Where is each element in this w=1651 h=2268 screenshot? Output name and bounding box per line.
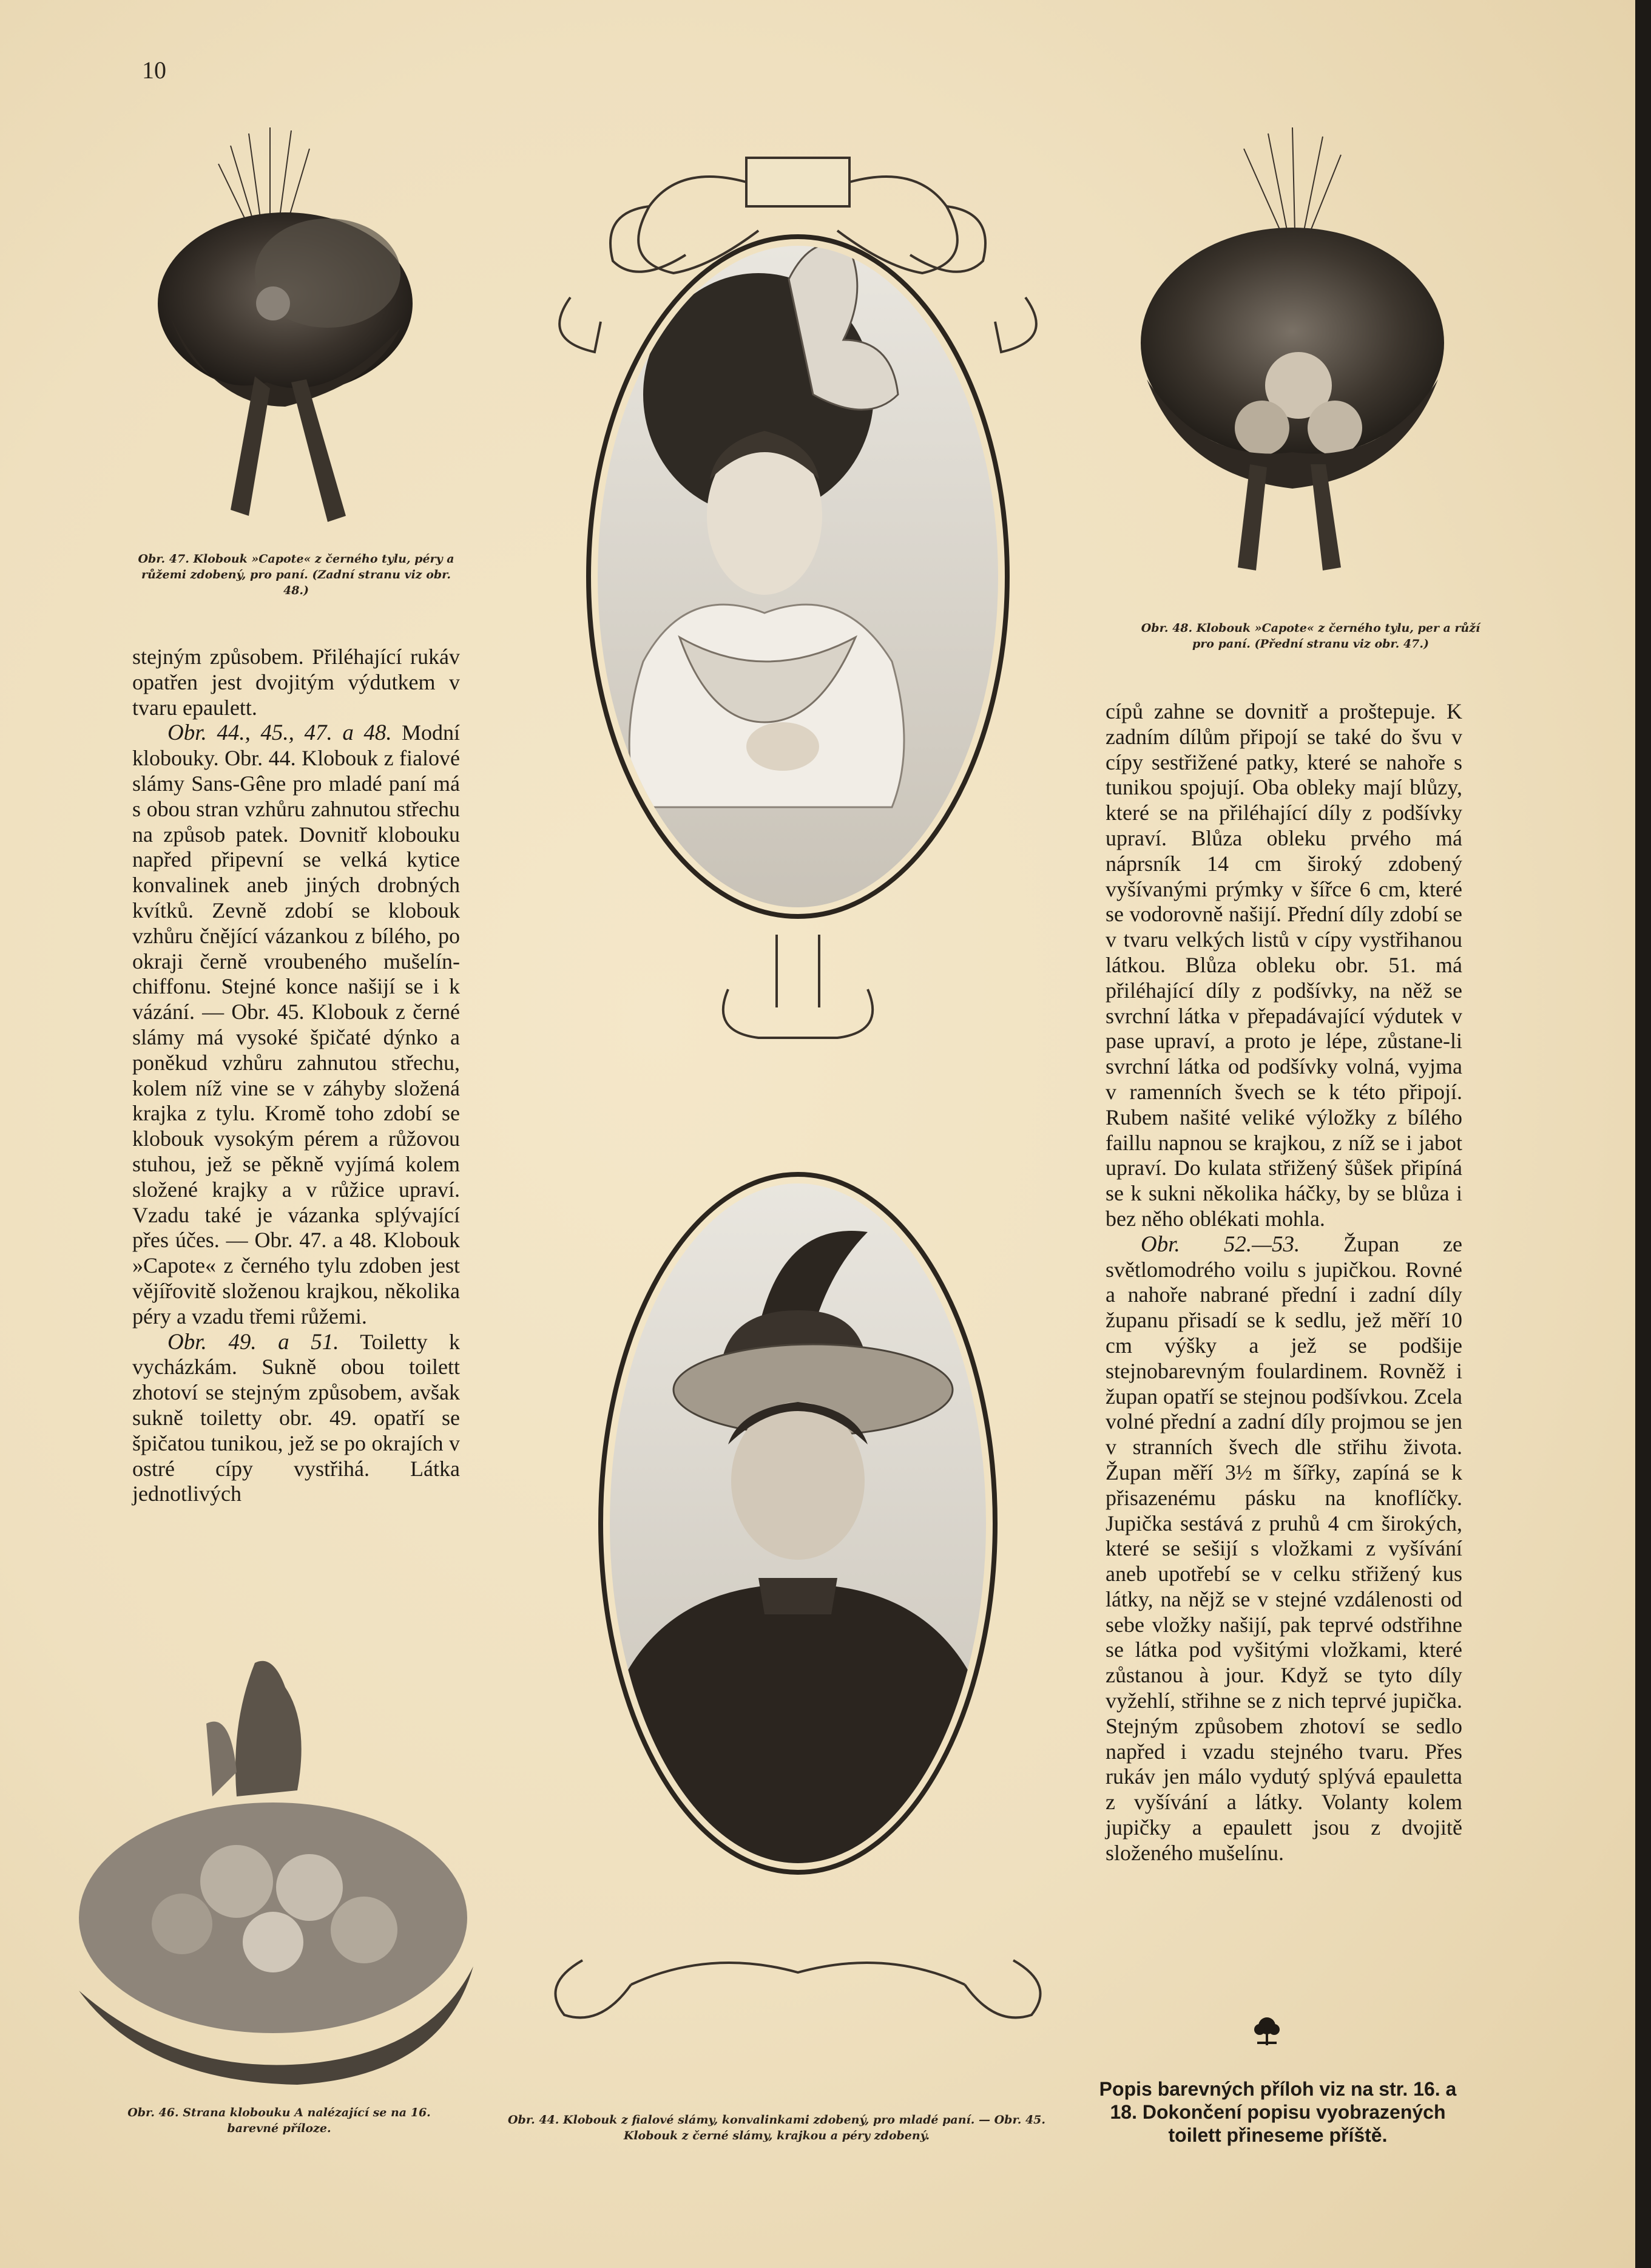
right-paragraph-1: cípů zahne se dovnitř a proštepuje. K zadním dílům připojí se také do švu v cípy sestřižené patky, které se nahoře s tunikou spojují. Oba obleky mají blůzy, které se na přiléhající díly z podšívky upraví. Blůza obleku prvého má náprsník 14 cm široký zdobený vyšívanými prýmky v šířce 6 cm, které se vodorovně našijí. Přední díly zdobí se v tvaru velkých listů v cípy vystřihanou látkou. Blůza obleku obr. 51. má přiléhající díly z podšívky, na něž se svrchní látka v přepadávající výdutek v pase upraví, a proto je lépe, zůstane-li svrchní látka od podšívky volná, vyjma v ramenních švech se k této připojí. Rubem našité veliké výložky z bílého faillu napnou se krajkou, z níž se i jabot upraví. Do kulata střižený šůšek připíná se k sukni několika háčky, by se blůza i bez něho oblékati mohla. xyxy=(1106,699,1462,1231)
right-figure-ref-1: Obr. 52.—53. xyxy=(1141,1231,1300,1257)
caption-fig44-45: Obr. 44. Klobouk z fialové slámy, konvalinkami zdobený, pro mladé paní. — Obr. 45. Klobouk z černé slámy, krajkou a péry zdobený. xyxy=(507,2113,1045,2142)
left-text-column xyxy=(132,645,460,1507)
supplement-notice: Popis barevných příloh viz na str. 16. a 18. Dokončení popisu vyobrazených toilett přineseme příště. xyxy=(1099,2078,1457,2146)
left-paragraph-3: Toiletty k vycházkám. Sukně obou toilett zhotoví se stejným způsobem, avšak sukně toiletty obr. 49. opatří se špičatou tunikou, jež se po okrajích v ostré cípy vystřihá. Látka jednotlivých xyxy=(132,1329,460,1506)
caption-fig46: Obr. 46. Strana klobouku A nalézající se na 16. barevné příloze. xyxy=(127,2106,431,2135)
left-paragraph-2: Modní klobouky. Obr. 44. Klobouk z fialové slámy Sans-Gêne pro mladé paní má s obou stran vzhůru zahnutou střechu na způsob patek. Dovnitř klobouku napřed připevní se velká kytice konvalinek aneb jiných drobných kvítků. Zevně zdobí se klobouk vzhůru čnějící vázankou z bílého, po okraji černě vroubeného mušelín-chiffonu. Stejné konce našijí se i k vázání. — Obr. 45. Klobouk z černé slámy má vysoké špičaté dýnko a poněkud vzhůru zahnutou střechu, kolem níž vine se v záhyby složená krajka z tylu. Kromě toho zdobí se klobouk vysokým pérem a růžovou stuhou, jež se pěkně vyjímá kolem složené krajky a v růžice upraví. Vzadu také je vázanka splývající přes účes. — Obr. 47. a 48. Klobouk »Capote« z černého tylu zdoben jest vějířovitě složenou krajkou, několika péry a vzadu třemi růžemi. xyxy=(132,720,460,1329)
right-text-column xyxy=(1106,699,1462,1866)
right-paragraph-2: Župan ze světlomodrého voilu s jupičkou. Rovné a nahoře nabrané přední i zadní díly županu přisadí se k sedlu, jež měří 10 cm výšky a jež se podšije stejnobarevným foulardinem. Rovněž i župan opatří se stejnou podšívkou. Zcela volné přední a zadní díly projmou se jen v stranních švech dle střihu života. Župan měří 3½ m šířky, zapíná se k přisazenému pásku na knoflíčky. Jupička sestává z pruhů 4 cm širokých, které se sešijí s vložkami z vyšívání aneb upotřebí se v celku střižený kus látky, na nějž se v stejné vzdálenosti od sebe vložky našijí, pak teprvé odstřihne se látka pod vyšitými vložkami, které zůstanou à jour. Když se tyto díly vyžehlí, střihne se z nich teprvé jupička. Stejným způsobem zhotoví se sedlo napřed i vzadu stejného tvaru. Přes rukáv jen málo vydutý splývá epauletta z vyšívání a látky. Volanty kolem jupičky a epaulett jsou z dvojitě složeného mušelínu. xyxy=(1106,1231,1463,1865)
caption-fig48: Obr. 48. Klobouk »Capote« z černého tylu, per a růží pro paní. (Přední stranu viz obr. 47.) xyxy=(1141,621,1480,651)
hat-illustration-fig47 xyxy=(146,121,485,540)
portrait-frame xyxy=(528,140,1068,2033)
hat-illustration-fig48 xyxy=(1110,124,1474,586)
flower-ornament-icon xyxy=(1249,2015,1285,2046)
left-figure-ref-1: Obr. 44., 45., 47. a 48. xyxy=(167,720,392,746)
hat-illustration-fig46 xyxy=(55,1651,491,2088)
left-paragraph-1: stejným způsobem. Přiléhající rukáv opatřen jest dvojitým výdutkem v tvaru epaulett. xyxy=(132,645,460,720)
caption-fig47: Obr. 47. Klobouk »Capote« z černého tylu, péry a růžemi zdobený, pro paní. (Zadní stranu viz obr. 48.) xyxy=(138,552,454,597)
left-figure-ref-2: Obr. 49. a 51. xyxy=(167,1329,339,1355)
page-number: 10 xyxy=(142,56,166,84)
